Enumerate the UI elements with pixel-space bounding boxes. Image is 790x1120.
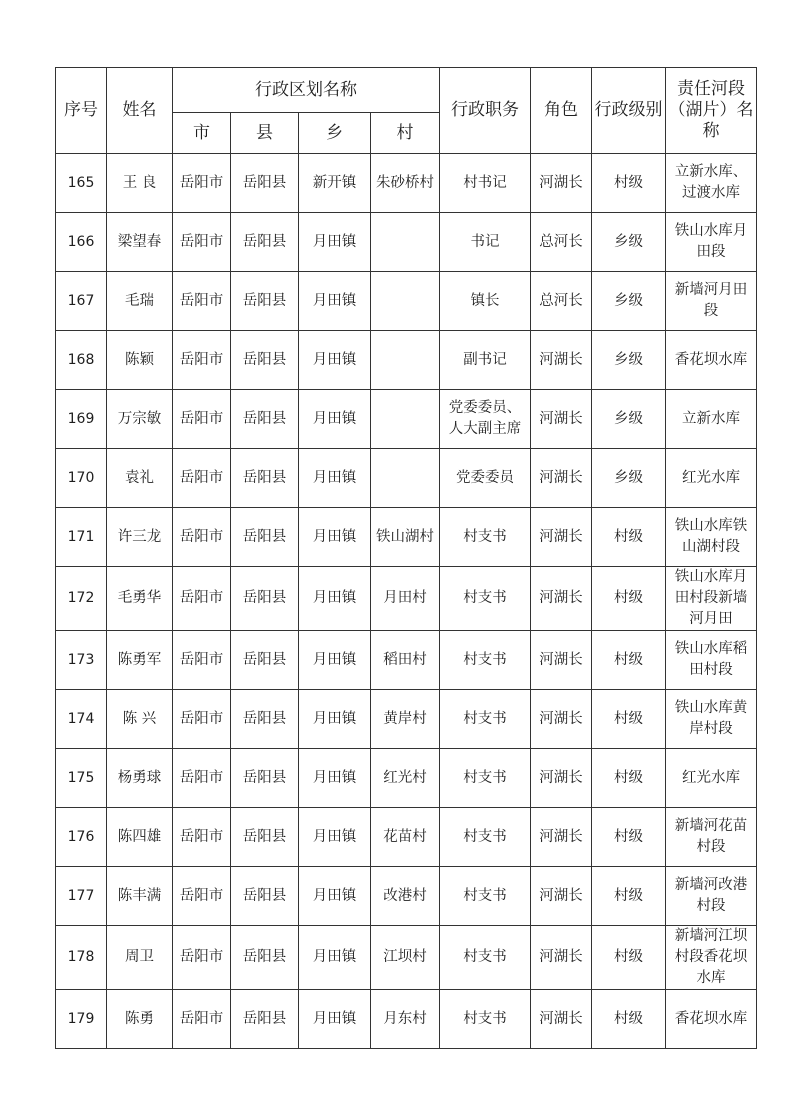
- cell-county: 岳阳县: [231, 690, 299, 749]
- cell-river-section: 新墙河花苗村段: [666, 808, 757, 867]
- cell-role: 河湖长: [531, 990, 592, 1049]
- cell-township: 月田镇: [299, 690, 371, 749]
- cell-city: 岳阳市: [173, 272, 231, 331]
- table-row: [56, 508, 757, 567]
- cell-level: 村级: [592, 690, 666, 749]
- cell-position: 镇长: [440, 272, 531, 331]
- cell-river-section: 香花坝水库: [666, 331, 757, 390]
- cell-position: 村支书: [440, 808, 531, 867]
- cell-seq: 178: [56, 926, 107, 990]
- header-city: 市: [173, 113, 231, 154]
- cell-role: 河湖长: [531, 690, 592, 749]
- cell-county: 岳阳县: [231, 990, 299, 1049]
- table-row: [56, 154, 757, 213]
- cell-level: 乡级: [592, 213, 666, 272]
- cell-position: 村支书: [440, 508, 531, 567]
- cell-name: 陈四雄: [107, 808, 173, 867]
- cell-name: 万宗敏: [107, 390, 173, 449]
- cell-seq: 171: [56, 508, 107, 567]
- cell-village: 花苗村: [371, 808, 440, 867]
- cell-village: [371, 390, 440, 449]
- cell-county: 岳阳县: [231, 867, 299, 926]
- cell-city: 岳阳市: [173, 867, 231, 926]
- cell-river-section: 新墙河改港村段: [666, 867, 757, 926]
- cell-township: 月田镇: [299, 749, 371, 808]
- cell-village: 月东村: [371, 990, 440, 1049]
- header-role: 角色: [531, 68, 592, 154]
- table-row: [56, 749, 757, 808]
- cell-name: 毛瑞: [107, 272, 173, 331]
- cell-county: 岳阳县: [231, 331, 299, 390]
- cell-name: 杨勇球: [107, 749, 173, 808]
- header-seq: 序号: [56, 68, 107, 154]
- cell-position: 村支书: [440, 990, 531, 1049]
- cell-name: 陈勇军: [107, 631, 173, 690]
- cell-city: 岳阳市: [173, 449, 231, 508]
- cell-county: 岳阳县: [231, 154, 299, 213]
- cell-role: 河湖长: [531, 749, 592, 808]
- header-name: 姓名: [107, 68, 173, 154]
- cell-position: 村支书: [440, 631, 531, 690]
- cell-city: 岳阳市: [173, 631, 231, 690]
- cell-county: 岳阳县: [231, 272, 299, 331]
- cell-role: 河湖长: [531, 154, 592, 213]
- cell-name: 毛勇华: [107, 567, 173, 631]
- cell-village: [371, 272, 440, 331]
- cell-river-section: 新墙河江坝村段香花坝水库: [666, 926, 757, 990]
- table-row: [56, 808, 757, 867]
- cell-seq: 179: [56, 990, 107, 1049]
- cell-river-section: 立新水库、过渡水库: [666, 154, 757, 213]
- cell-township: 月田镇: [299, 508, 371, 567]
- header-village: 村: [371, 113, 440, 154]
- table-row: [56, 449, 757, 508]
- cell-village: 黄岸村: [371, 690, 440, 749]
- cell-city: 岳阳市: [173, 567, 231, 631]
- cell-seq: 173: [56, 631, 107, 690]
- header-county: 县: [231, 113, 299, 154]
- cell-county: 岳阳县: [231, 213, 299, 272]
- cell-village: 稻田村: [371, 631, 440, 690]
- cell-level: 乡级: [592, 390, 666, 449]
- cell-seq: 177: [56, 867, 107, 926]
- cell-county: 岳阳县: [231, 449, 299, 508]
- cell-name: 袁礼: [107, 449, 173, 508]
- cell-river-section: 红光水库: [666, 449, 757, 508]
- cell-river-section: 香花坝水库: [666, 990, 757, 1049]
- cell-level: 村级: [592, 567, 666, 631]
- cell-role: 河湖长: [531, 449, 592, 508]
- cell-role: 总河长: [531, 213, 592, 272]
- header-township: 乡: [299, 113, 371, 154]
- cell-river-section: 红光水库: [666, 749, 757, 808]
- cell-role: 河湖长: [531, 390, 592, 449]
- cell-level: 村级: [592, 154, 666, 213]
- cell-county: 岳阳县: [231, 926, 299, 990]
- cell-village: [371, 331, 440, 390]
- cell-level: 乡级: [592, 272, 666, 331]
- cell-seq: 166: [56, 213, 107, 272]
- cell-township: 月田镇: [299, 331, 371, 390]
- header-level: 行政级别: [592, 68, 666, 154]
- cell-role: 河湖长: [531, 926, 592, 990]
- cell-city: 岳阳市: [173, 749, 231, 808]
- table-row: [56, 690, 757, 749]
- cell-village: 改港村: [371, 867, 440, 926]
- cell-village: [371, 213, 440, 272]
- cell-level: 村级: [592, 990, 666, 1049]
- river-chief-table: [55, 67, 757, 1049]
- table-row: [56, 990, 757, 1049]
- header-region-group: 行政区划名称: [173, 68, 440, 113]
- cell-township: 新开镇: [299, 154, 371, 213]
- cell-name: 王 良: [107, 154, 173, 213]
- cell-name: 陈 兴: [107, 690, 173, 749]
- cell-county: 岳阳县: [231, 567, 299, 631]
- cell-position: 村支书: [440, 690, 531, 749]
- cell-county: 岳阳县: [231, 390, 299, 449]
- cell-village: 红光村: [371, 749, 440, 808]
- header-position: 行政职务: [440, 68, 531, 154]
- table-body: [56, 154, 757, 1049]
- cell-seq: 176: [56, 808, 107, 867]
- cell-name: 周卫: [107, 926, 173, 990]
- cell-seq: 174: [56, 690, 107, 749]
- cell-seq: 175: [56, 749, 107, 808]
- cell-level: 村级: [592, 508, 666, 567]
- cell-position: 副书记: [440, 331, 531, 390]
- table-row: [56, 331, 757, 390]
- cell-role: 河湖长: [531, 567, 592, 631]
- cell-position: 村支书: [440, 926, 531, 990]
- cell-position: 村支书: [440, 567, 531, 631]
- cell-city: 岳阳市: [173, 213, 231, 272]
- table-row: [56, 567, 757, 631]
- cell-village: 江坝村: [371, 926, 440, 990]
- cell-role: 河湖长: [531, 331, 592, 390]
- cell-level: 村级: [592, 631, 666, 690]
- cell-position: 村书记: [440, 154, 531, 213]
- table-row: [56, 631, 757, 690]
- cell-township: 月田镇: [299, 926, 371, 990]
- cell-city: 岳阳市: [173, 808, 231, 867]
- cell-seq: 168: [56, 331, 107, 390]
- cell-township: 月田镇: [299, 867, 371, 926]
- table-row: [56, 272, 757, 331]
- cell-city: 岳阳市: [173, 990, 231, 1049]
- cell-seq: 172: [56, 567, 107, 631]
- cell-county: 岳阳县: [231, 631, 299, 690]
- cell-level: 村级: [592, 808, 666, 867]
- table-row: [56, 867, 757, 926]
- cell-city: 岳阳市: [173, 154, 231, 213]
- cell-township: 月田镇: [299, 990, 371, 1049]
- cell-role: 河湖长: [531, 508, 592, 567]
- table-row: [56, 926, 757, 990]
- cell-name: 陈丰满: [107, 867, 173, 926]
- cell-village: 铁山湖村: [371, 508, 440, 567]
- header-river-section: 责任河段（湖片）名称: [666, 68, 757, 154]
- cell-river-section: 新墙河月田段: [666, 272, 757, 331]
- cell-township: 月田镇: [299, 449, 371, 508]
- cell-name: 陈勇: [107, 990, 173, 1049]
- cell-county: 岳阳县: [231, 508, 299, 567]
- cell-township: 月田镇: [299, 631, 371, 690]
- cell-city: 岳阳市: [173, 331, 231, 390]
- cell-seq: 170: [56, 449, 107, 508]
- cell-county: 岳阳县: [231, 808, 299, 867]
- table-row: [56, 213, 757, 272]
- cell-river-section: 铁山水库稻田村段: [666, 631, 757, 690]
- cell-position: 村支书: [440, 749, 531, 808]
- cell-river-section: 铁山水库月田村段新墙河月田: [666, 567, 757, 631]
- cell-river-section: 铁山水库黄岸村段: [666, 690, 757, 749]
- cell-level: 村级: [592, 867, 666, 926]
- cell-level: 村级: [592, 926, 666, 990]
- cell-level: 村级: [592, 749, 666, 808]
- cell-village: [371, 449, 440, 508]
- cell-name: 陈颖: [107, 331, 173, 390]
- cell-name: 梁望春: [107, 213, 173, 272]
- cell-role: 总河长: [531, 272, 592, 331]
- cell-township: 月田镇: [299, 213, 371, 272]
- cell-village: 朱砂桥村: [371, 154, 440, 213]
- cell-role: 河湖长: [531, 867, 592, 926]
- cell-role: 河湖长: [531, 631, 592, 690]
- cell-city: 岳阳市: [173, 926, 231, 990]
- cell-seq: 169: [56, 390, 107, 449]
- cell-position: 书记: [440, 213, 531, 272]
- cell-township: 月田镇: [299, 567, 371, 631]
- cell-village: 月田村: [371, 567, 440, 631]
- cell-seq: 165: [56, 154, 107, 213]
- cell-township: 月田镇: [299, 390, 371, 449]
- table-row: [56, 390, 757, 449]
- cell-city: 岳阳市: [173, 690, 231, 749]
- cell-seq: 167: [56, 272, 107, 331]
- cell-river-section: 立新水库: [666, 390, 757, 449]
- cell-river-section: 铁山水库月田段: [666, 213, 757, 272]
- cell-river-section: 铁山水库铁山湖村段: [666, 508, 757, 567]
- cell-level: 乡级: [592, 331, 666, 390]
- cell-city: 岳阳市: [173, 390, 231, 449]
- cell-name: 许三龙: [107, 508, 173, 567]
- cell-position: 党委委员: [440, 449, 531, 508]
- cell-county: 岳阳县: [231, 749, 299, 808]
- cell-city: 岳阳市: [173, 508, 231, 567]
- cell-township: 月田镇: [299, 808, 371, 867]
- cell-township: 月田镇: [299, 272, 371, 331]
- cell-position: 党委委员、人大副主席: [440, 390, 531, 449]
- cell-position: 村支书: [440, 867, 531, 926]
- cell-level: 乡级: [592, 449, 666, 508]
- cell-role: 河湖长: [531, 808, 592, 867]
